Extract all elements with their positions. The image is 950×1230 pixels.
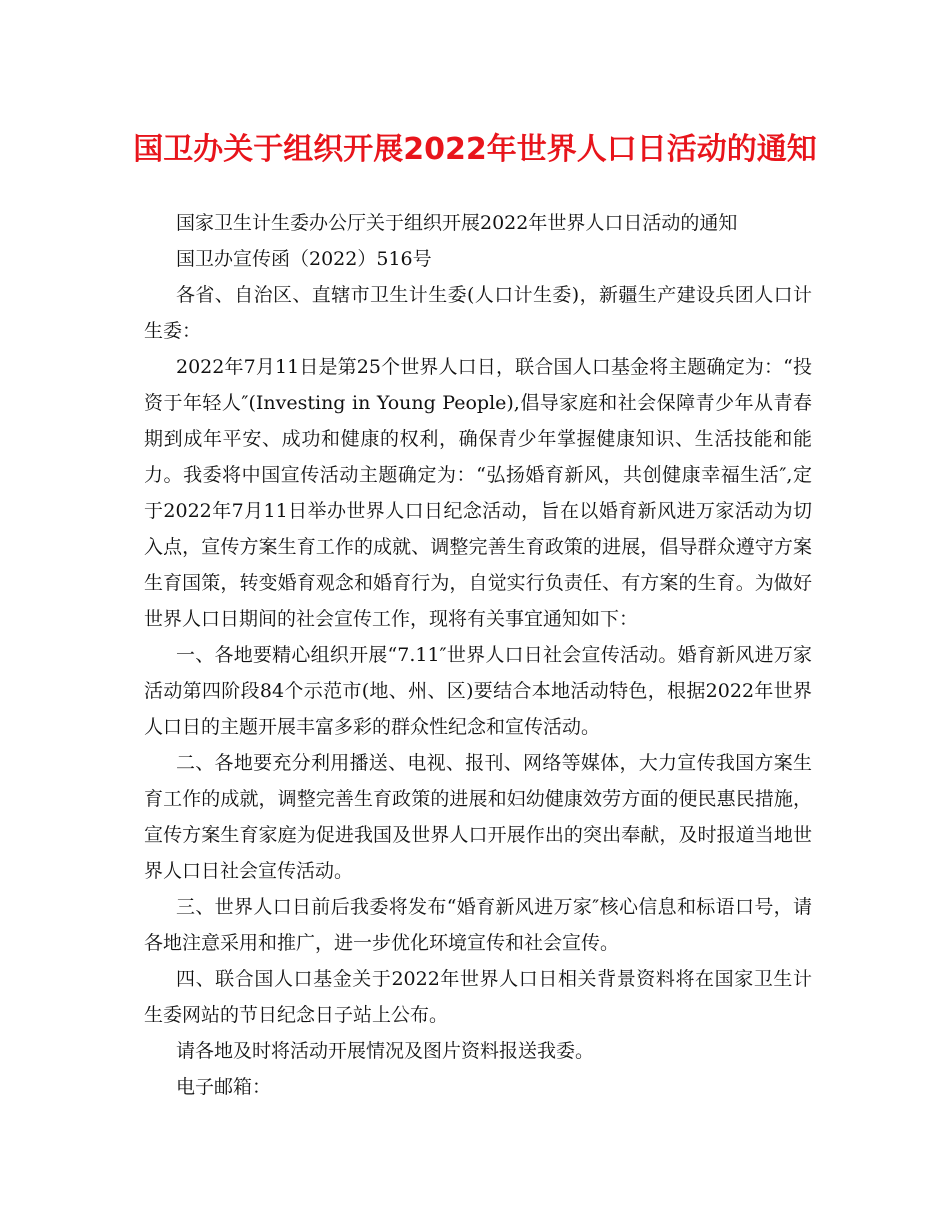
doc-email-label: 电子邮箱： — [176, 1076, 272, 1098]
doc-paragraph-item-3: 三、世界人口日前后我委将发布“婚育新风进万家″核心信息和标语口号，请各地注意采用和推广，进一步优化环境宣传和社会宣传。 — [144, 896, 812, 954]
doc-paragraph-item-4: 四、联合国人口基金关于2022年世界人口日相关背景资料将在国家卫生计生委网站的节日纪念日子站上公布。 — [144, 968, 812, 1026]
doc-paragraph-request: 请各地及时将活动开展情况及图片资料报送我委。 — [176, 1040, 595, 1062]
doc-reference-number: 国卫办宣传函（2022）516号 — [176, 248, 432, 270]
doc-paragraph-item-1: 一、各地要精心组织开展“7.11″世界人口日社会宣传活动。婚育新风进万家活动第四阶段84个示范市(地、州、区)要结合本地活动特色，根据2022年世界人口日的主题开展丰富多彩的群众性纪念和宣传活动。 — [144, 644, 812, 738]
doc-paragraph-item-2: 二、各地要充分利用播送、电视、报刊、网络等媒体，大力宣传我国方案生育工作的成就，调整完善生育政策的进展和妇幼健康效劳方面的便民惠民措施，宣传方案生育家庭为促进我国及世界人口开展作出的突出奉献，及时报道当地世界人口日社会宣传活动。 — [144, 752, 812, 882]
doc-paragraph-intro: 2022年7月11日是第25个世界人口日，联合国人口基金将主题确定为：“投资于年轻人″(Investing in Young People),倡导家庭和社会保障青少年从青春期到成年平安、成功和健康的权利，确保青少年掌握健康知识、生活技能和能力。我委将中国宣传活动主题确定为：“弘扬婚育新风，共创健康幸福生活″,定于2022年7月11日举办世界人口日纪念活动，旨在以婚育新风进万家活动为切入点，宣传方案生育工作的成就、调整完善生育政策的进展，倡导群众遵守方案生育国策，转变婚育观念和婚育行为，自觉实行负责任、有方案的生育。为做好世界人口日期间的社会宣传工作，现将有关事宜通知如下： — [144, 356, 812, 630]
document-body — [144, 205, 812, 1105]
document-title: 国卫办关于组织开展2022年世界人口日活动的通知 — [133, 132, 817, 167]
doc-subtitle: 国家卫生计生委办公厅关于组织开展2022年世界人口日活动的通知 — [176, 212, 738, 234]
doc-addressee: 各省、自治区、直辖市卫生计生委(人口计生委)，新疆生产建设兵团人口计生委： — [144, 284, 812, 342]
